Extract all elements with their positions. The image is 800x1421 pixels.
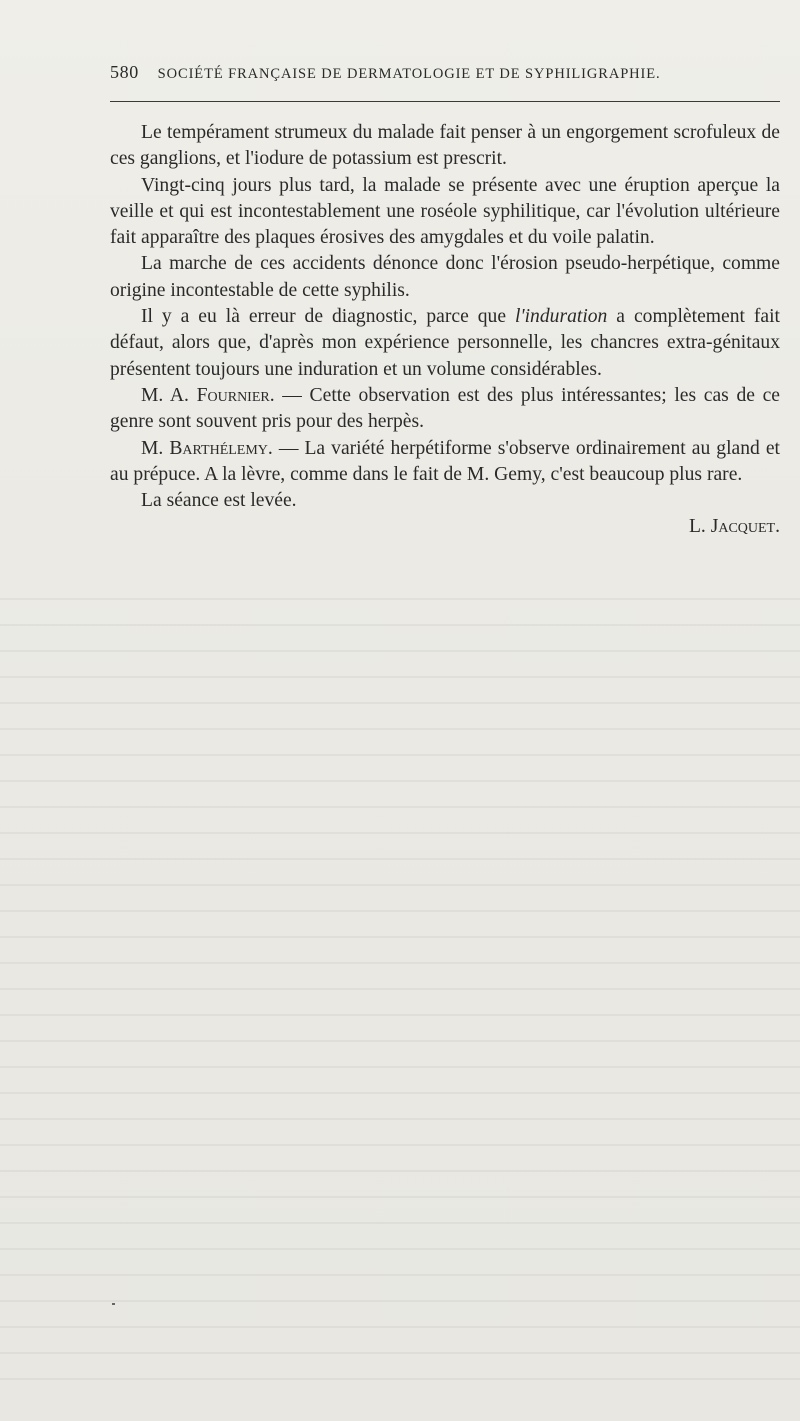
paragraph-4-text-b: a complètement fait défaut, alors que, d'après mon expérience personnelle, les chancres extra-génitaux présentent toujours une induration et un volume considérables.: [110, 306, 780, 380]
paragraph-1: Le tempérament strumeux du malade fait penser à un engorgement scrofuleux de ces ganglions, et l'iodure de potassium est prescrit.: [110, 122, 780, 170]
paragraph-5: [110, 383, 780, 436]
signature-name: L. Jacquet.: [688, 516, 780, 538]
signature: [110, 514, 780, 540]
speaker-prefix-barthelemy: M.: [141, 437, 170, 459]
paragraph-4-text-a: Il y a eu là erreur de diagnostic, parce que: [141, 306, 515, 328]
paragraph-6: [110, 436, 780, 489]
paragraph-7: La séance est levée.: [141, 490, 297, 512]
paragraph-4: [110, 304, 780, 383]
show-through-texture: [0, 580, 800, 1400]
paragraph-5-text: — Cette observation est des plus intéressantes; les cas de ce genre sont souvent pris pour des herpès.: [110, 384, 780, 433]
speaker-prefix-fournier: M. A.: [141, 384, 197, 406]
paragraph-2: Vingt-cinq jours plus tard, la malade se présente avec une éruption aperçue la veille et qui est incontestablement une roséole syphilitique, car l'évolution ultérieure fait apparaître des plaques érosives des amygdales et du voile palatin.: [110, 174, 780, 249]
page-number: 580: [110, 62, 139, 82]
header-rule: [110, 101, 780, 102]
paragraph-4-italic: l'induration: [514, 306, 608, 328]
paragraph-3: La marche de ces accidents dénonce donc l'érosion pseudo-herpétique, comme origine incontestable de cette syphilis.: [110, 253, 780, 301]
body-text: [110, 120, 780, 541]
ink-speck: [112, 1303, 115, 1305]
running-title: SOCIÉTÉ FRANÇAISE DE DERMATOLOGIE ET DE SYPHILIGRAPHIE.: [157, 66, 661, 82]
speaker-name-barthelemy: Barthélemy.: [169, 437, 273, 459]
speaker-name-fournier: Fournier.: [196, 384, 275, 406]
running-header: [110, 62, 782, 83]
paragraph-6-text: — La variété herpétiforme s'observe ordinairement au gland et au prépuce. A la lèvre, comme dans le fait de M. Gemy, c'est beaucoup plus rare.: [110, 437, 780, 485]
